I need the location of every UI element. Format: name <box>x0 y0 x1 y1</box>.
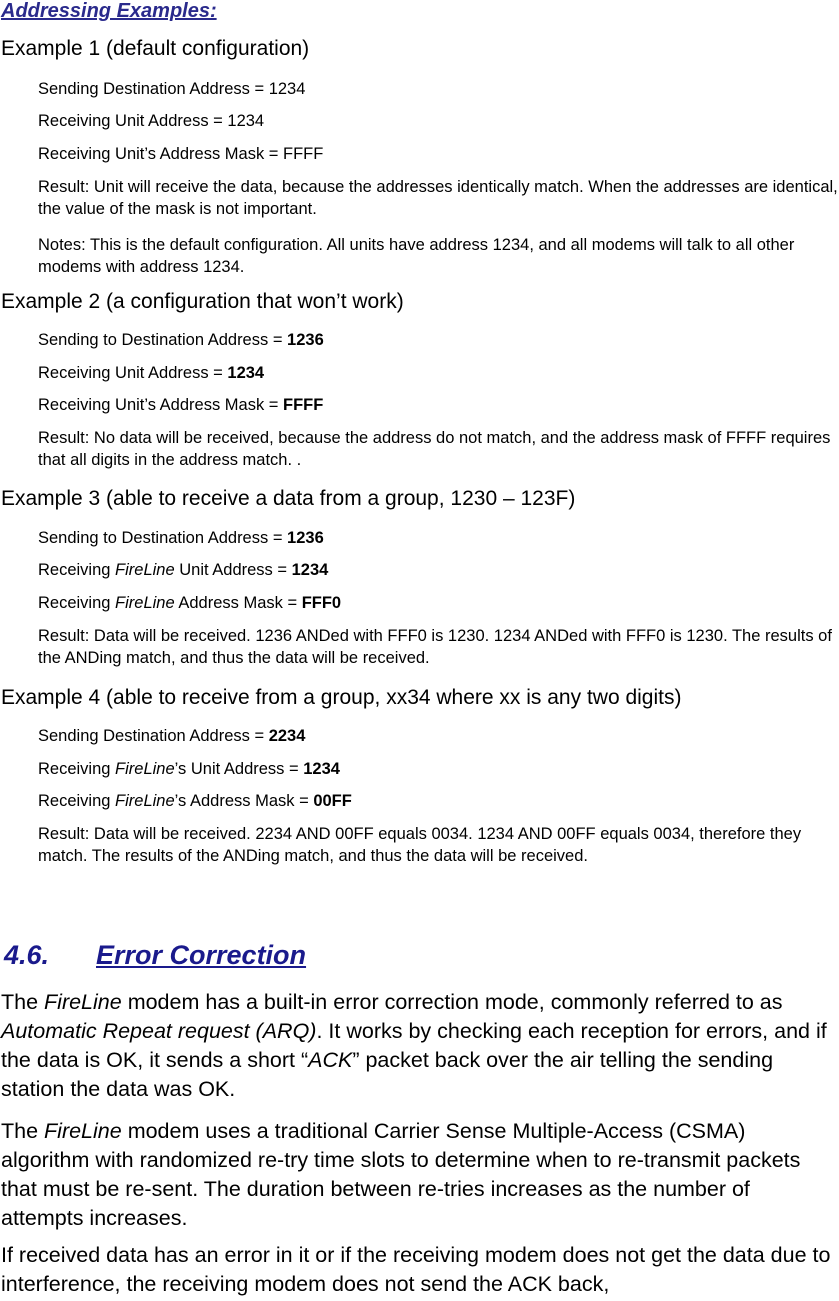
example-1-notes: Notes: This is the default configuration. All units have address 1234, and all modems will talk to all other modems with address 1234. <box>38 236 795 276</box>
example-2-title: Example 2 (a configuration that won’t work) <box>1 290 404 313</box>
example-2-line-3: Receiving Unit’s Address Mask = FFFF <box>38 396 324 414</box>
example-1-line-1: Sending Destination Address = 1234 <box>38 80 306 98</box>
section-title: Error Correction <box>96 940 307 970</box>
example-3-title: Example 3 (able to receive a data from a group, 1230 – 123F) <box>1 487 576 510</box>
paragraph-errors: If received data has an error in it or if the receiving modem does not get the data due to interference, the receiving modem does not send the ACK back, <box>1 1243 831 1296</box>
paragraph-arq: The FireLine modem has a built-in error correction mode, commonly referred to as Automatic Repeat request (ARQ). It works by checking each reception for errors, and if the data is OK, it sends a short “ACK” packet back over the air telling the sending station the data was OK. <box>1 990 827 1101</box>
example-1-line-2: Receiving Unit Address = 1234 <box>38 112 265 130</box>
example-3-line-1: Sending to Destination Address = 1236 <box>38 529 324 547</box>
example-4-line-1: Sending Destination Address = 2234 <box>38 727 306 745</box>
example-4-result: Result: Data will be received. 2234 AND 00FF equals 0034. 1234 AND 00FF equals 0034, therefore they match. The results of the ANDing match, and thus the data will be received. <box>38 825 802 865</box>
example-4-title: Example 4 (able to receive from a group, xx34 where xx is any two digits) <box>1 686 682 709</box>
example-4-line-3: Receiving FireLine’s Address Mask = 00FF <box>38 792 352 810</box>
example-1-result: Result: Unit will receive the data, because the addresses identically match. When the addresses are identical, the value of the mask is not important. <box>38 178 838 218</box>
example-4-line-2: Receiving FireLine’s Unit Address = 1234 <box>38 760 340 778</box>
example-2-line-2: Receiving Unit Address = 1234 <box>38 364 265 382</box>
example-3-line-2: Receiving FireLine Unit Address = 1234 <box>38 561 329 579</box>
section-number: 4.6. <box>4 940 50 970</box>
example-1-title: Example 1 (default configuration) <box>1 37 310 60</box>
example-3-line-3: Receiving FireLine Address Mask = FFF0 <box>38 594 342 612</box>
example-1-line-3: Receiving Unit’s Address Mask = FFFF <box>38 145 324 163</box>
section-heading <box>4 940 306 971</box>
addressing-examples-heading: Addressing Examples: <box>1 0 217 22</box>
example-2-line-1: Sending to Destination Address = 1236 <box>38 331 324 349</box>
example-2-result: Result: No data will be received, because the address do not match, and the address mask of FFFF requires that all digits in the address match. . <box>38 429 831 469</box>
paragraph-csma: The FireLine modem uses a traditional Carrier Sense Multiple-Access (CSMA) algorithm with randomized re-try time slots to determine when to re-transmit packets that must be re-sent. The duration between re-tries increases as the number of attempts increases. <box>1 1119 801 1230</box>
example-3-result: Result: Data will be received. 1236 ANDed with FFF0 is 1230. 1234 ANDed with FFF0 is 1230. The results of the ANDing match, and thus the data will be received. <box>38 627 832 667</box>
